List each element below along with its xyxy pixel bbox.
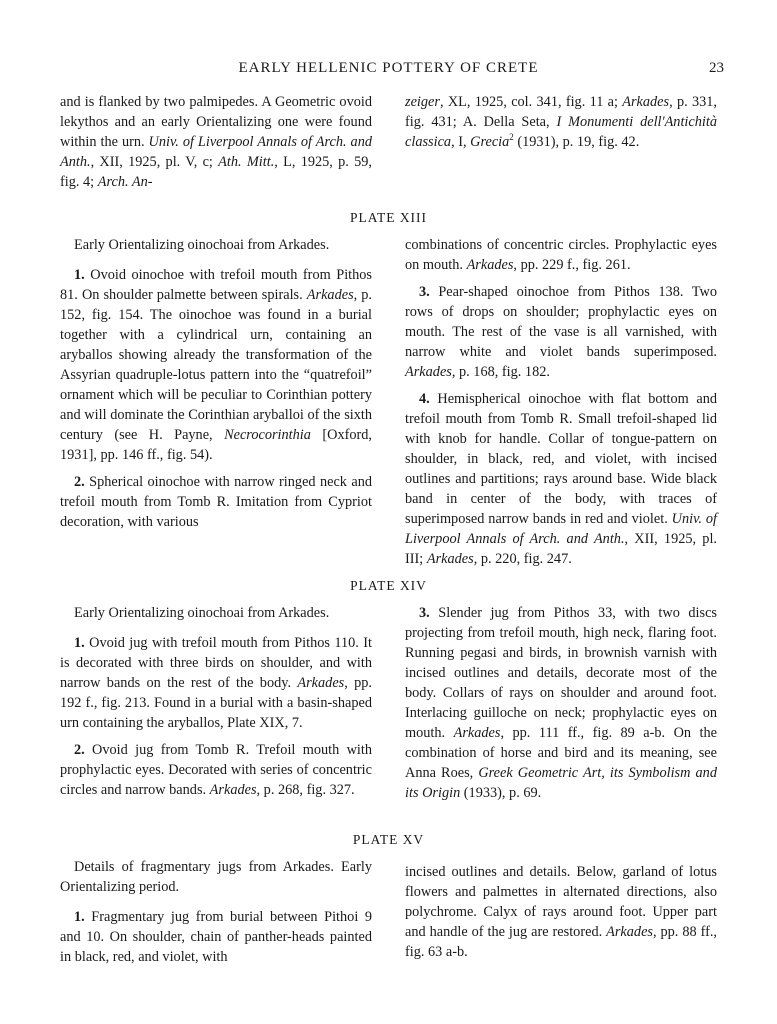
plate-xiv-item-1: 1. Ovoid jug with trefoil mouth from Pithos 110. It is decorated with three birds on shoulder, and with narrow bands on the rest of the body. Arkades, pp. 192 f., fig. 213. Found in a burial with a basin-shaped urn containing the aryballos, Plate XIX, 7. — [60, 635, 372, 731]
plate-xv-heading: PLATE XV — [352, 832, 425, 847]
page-number: 23 — [709, 60, 724, 76]
plate-xiii-right-column — [405, 235, 717, 576]
plate-xiii-heading: PLATE XIII — [349, 210, 428, 225]
plate-xiv-right-column — [405, 603, 717, 810]
plate-xv-intro: Details of fragmentary jugs from Arkades. Early Orientalizing period. — [60, 859, 372, 895]
plate-xiii-item-2: 2. Spherical oinochoe with narrow ringed neck and trefoil mouth from Tomb R. Imitation from Cypriot decoration, with various — [60, 474, 372, 530]
plate-xv-item-1-continued: incised outlines and details. Below, garland of lotus flowers and palmettes in alternated directions, also polychrome. Calyx of rays around foot. Upper part and handle of the jug are restored. Arkades, pp. 88 ff., fig. 63 a-b. — [405, 864, 717, 960]
running-title: EARLY HELLENIC POTTERY OF CRETE — [238, 60, 539, 76]
intro-paragraph-right: zeiger, XL, 1925, col. 341, fig. 11 a; Arkades, p. 331, fig. 431; A. Della Seta, I Monumenti dell'Antichità classica, I, Grecia$^2$ (1931), p. 19, fig. 42. — [405, 94, 717, 150]
plate-xiv-heading: PLATE XIV — [350, 578, 427, 593]
plate-xiv-item-3: 3. Slender jug from Pithos 33, with two discs projecting from trefoil mouth, high neck, flaring foot. Running pegasi and birds, in brownish varnish with incised outlines and details, decorate most of the body. Collars of rays on shoulder and around foot. Interlacing guilloche on neck; prophylactic eyes on mouth. Arkades, pp. 111 ff., fig. 89 a-b. On the combination of horse and bird and its meaning, see Anna Roes, Greek Geometric Art, its Symbolism and its Origin (1933), p. 69. — [405, 605, 718, 801]
plate-xiii-item-1: 1. Ovoid oinochoe with trefoil mouth from Pithos 81. On shoulder palmette between spirals. Arkades, p. 152, fig. 154. The oinochoe was found in a burial together with a cylindrical urn, containing an aryballos showing already the transformation of the Assyrian quadruple-lotus pattern into the “quatrefoil” ornament which will be peculiar to Corinthian pottery and will dominate the Corinthian aryballoi of the sixth century (see H. Payne, Necrocorinthia [Oxford, 1931], pp. 146 ff., fig. 54). — [60, 267, 373, 463]
intro-paragraph-left: and is flanked by two palmipedes. A Geometric ovoid lekythos and an early Orientalizing one were found within the urn. Univ. of Liverpool Annals of Arch. and Anth., XII, 1925, pl. V, c; Ath. Mitt., L, 1925, p. 59, fig. 4; Arch. An- — [60, 94, 372, 190]
plate-xv-left-column — [60, 857, 372, 974]
intro-left-column — [60, 92, 372, 199]
intro-right-column — [405, 92, 717, 159]
plate-xiv-left-column — [60, 603, 372, 807]
plate-xv-right-column — [405, 862, 717, 969]
plate-xiii-intro: Early Orientalizing oinochoai from Arkades. — [74, 237, 330, 253]
plate-xiii-item-3: 3. Pear-shaped oinochoe from Pithos 138. Two rows of drops on shoulder; prophylactic eyes on mouth. The rest of the vase is all varnished, with narrow white and violet bands superimposed. Arkades, p. 168, fig. 182. — [405, 284, 717, 380]
plate-xiii-item-4: 4. Hemispherical oinochoe with flat bottom and trefoil mouth from Tomb R. Small trefoil-shaped lid with knob for handle. Collar of tongue-pattern on shoulder, in black, red, and violet, with incised outlines and partitions; rays around base. Wide black band in center of the body, with traces of superimposed narrow bands in red and violet. Univ. of Liverpool Annals of Arch. and Anth., XII, 1925, pl. III; Arkades, p. 220, fig. 247. — [405, 391, 717, 567]
plate-xv-item-1: 1. Fragmentary jug from burial between Pithoi 9 and 10. On shoulder, chain of panther-heads painted in black, red, and violet, with — [60, 909, 372, 965]
plate-xiii-left-column — [60, 235, 372, 539]
plate-xiv-item-2: 2. Ovoid jug from Tomb R. Trefoil mouth with prophylactic eyes. Decorated with series of concentric circles and narrow bands. Arkades, p. 268, fig. 327. — [60, 742, 372, 798]
plate-xiv-intro: Early Orientalizing oinochoai from Arkades. — [74, 605, 330, 621]
plate-xiii-item-2-continued: combinations of concentric circles. Prophylactic eyes on mouth. Arkades, pp. 229 f., fig. 261. — [405, 237, 717, 273]
